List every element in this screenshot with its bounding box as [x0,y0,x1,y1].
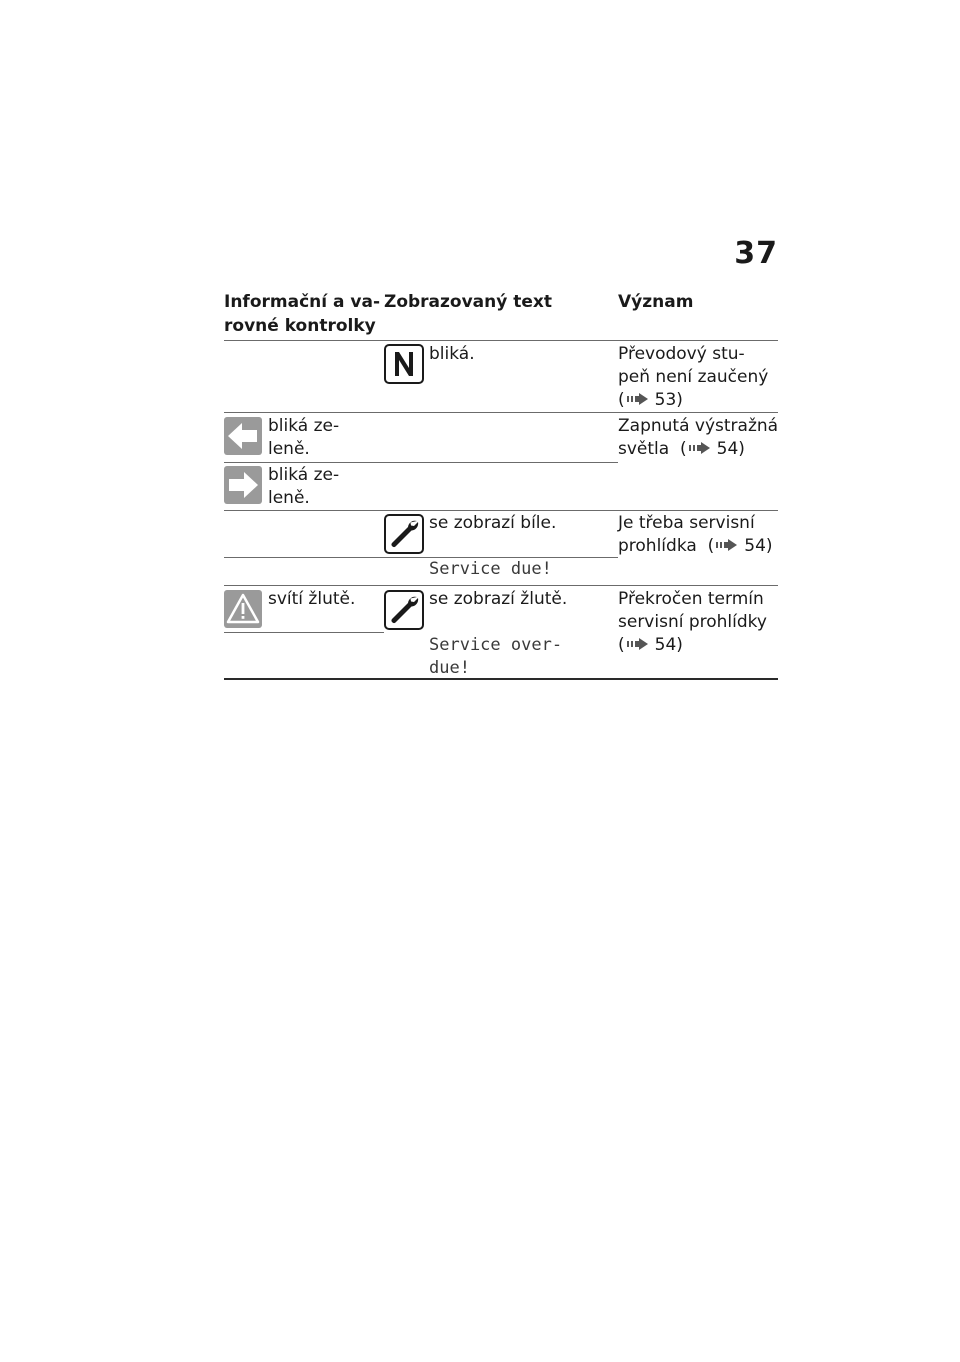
page-reference-arrow-icon [716,538,738,552]
header-indicators-line2: rovné kontrolky [224,316,376,336]
service-overdue-display-text: se zobrazí žlutě. [429,589,568,609]
service-due-meaning-line1: Je třeba servisní [618,513,755,533]
service-due-message: Service due! [429,559,552,579]
neutral-display-text: bliká. [429,344,475,364]
service-overdue-page-ref[interactable] [618,634,683,657]
neutral-page-ref[interactable] [618,389,683,412]
hazard-meaning-line2: světla [618,439,670,459]
page-reference-arrow-icon [627,637,649,651]
turn-left-arrow-icon [224,417,262,455]
service-overdue-meaning-line2: servisní prohlídky [618,612,767,632]
ref-open-paren: ( [680,439,687,459]
turn-right-indicator-line1: bliká ze- [268,465,340,485]
rule-overdue-inner [224,632,384,633]
service-overdue-message-line1: Service over- [429,635,563,655]
header-meaning: Význam [618,292,694,312]
turn-right-indicator-line2: leně. [268,488,310,508]
hazard-meaning-line1: Zapnutá výstražná [618,416,779,436]
service-overdue-message-line2: due! [429,658,470,678]
ref-page-number: 54) [716,439,745,459]
service-overdue-meaning-line1: Překročen termín [618,589,764,609]
header-indicators-line1: Informační a va- [224,292,380,312]
turn-right-arrow-icon [224,466,262,504]
service-due-meaning-line2: prohlídka [618,536,697,556]
general-warning-triangle-icon [224,590,262,628]
rule-service-inner [224,557,618,558]
ref-open-paren: ( [618,390,625,410]
page-number: 37 [734,236,778,271]
turn-left-indicator-line2: leně. [268,439,310,459]
rule-table-end [224,678,778,680]
ref-page-number: 54) [744,536,773,556]
ref-open-paren: ( [707,536,715,556]
header-display-text: Zobrazovaný text [384,292,553,312]
service-due-display-text: se zobrazí bíle. [429,513,557,533]
neutral-gear-icon [384,344,424,384]
ref-page-number: 53) [654,390,683,410]
service-overdue-indicator: svítí žlutě. [268,589,356,609]
page-reference-arrow-icon [627,392,649,406]
page-reference-arrow-icon [689,441,711,455]
service-due-meaning-line2-with-ref[interactable] [618,535,773,558]
rule-after-neutral [224,412,778,413]
ref-page-number: 54) [654,635,683,655]
neutral-meaning-line1: Převodový stu- [618,344,745,364]
rule-after-service-due [224,585,778,586]
ref-open-paren: ( [618,635,625,655]
rule-header [224,340,778,341]
rule-after-hazard [224,510,778,511]
service-wrench-icon [384,514,424,554]
header-indicators [224,290,380,338]
rule-between-turn-signals [224,462,618,463]
turn-left-indicator-line1: bliká ze- [268,416,340,436]
neutral-meaning-line2: peň není zaučený [618,367,769,387]
hazard-meaning-line2-with-ref[interactable] [618,438,745,461]
service-overdue-wrench-icon [384,590,424,630]
